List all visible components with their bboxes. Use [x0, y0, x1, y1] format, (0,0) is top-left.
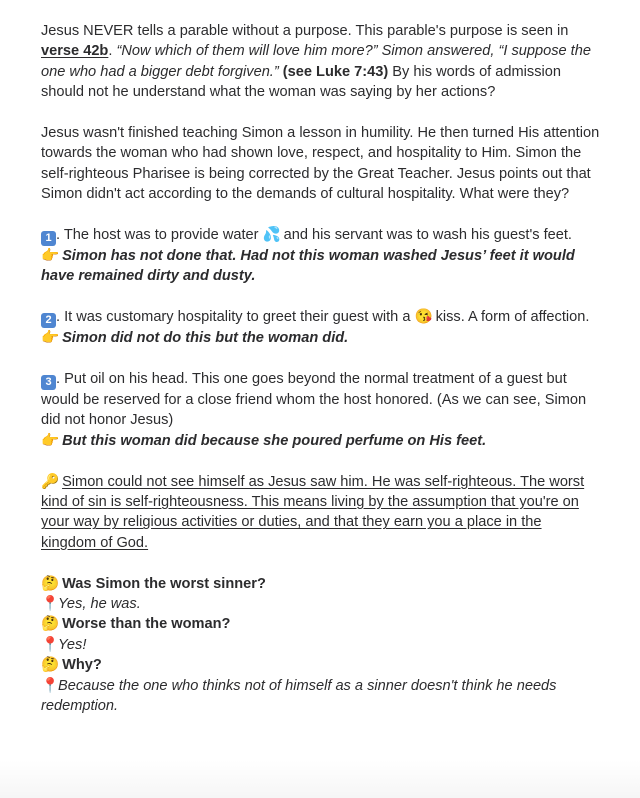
- item-note: Simon has not done that. Had not this woman washed Jesus’ feet it would have remained dirty and dusty.: [41, 248, 575, 285]
- scripture-citation: (see Luke 7:43): [282, 63, 389, 80]
- question-1: Was Simon the worst sinner?: [62, 575, 266, 592]
- round-pushpin-icon: 📍: [41, 636, 60, 653]
- pointing-right-icon: 👉: [41, 248, 60, 265]
- paragraph-2: Jesus wasn't finished teaching Simon a lesson in humility. He then turned His attention towards the woman who had shown love, respect, and hospitality to Him. Simon the self-righteous Pharisee is being corrected by the Great Teacher. Jesus points out that Simon didn't act according to the demands of cultural hospitality. What were they?: [41, 125, 600, 203]
- face-blowing-kiss-icon: 😘: [414, 309, 433, 326]
- keycap-1-icon: 1: [41, 231, 56, 246]
- thinking-face-icon: 🤔: [41, 616, 60, 633]
- question-3: Why?: [62, 657, 102, 674]
- key-icon: 🔑: [41, 473, 60, 490]
- intro-text-4: By his words of admission should not he understand what the woman was saying by her actions?: [41, 63, 561, 101]
- list-item: [41, 225, 600, 287]
- spacer: [41, 553, 600, 573]
- spacer: [41, 349, 600, 369]
- intro-text: Jesus NEVER tells a parable without a purpose. This parable's purpose is seen in: [41, 23, 569, 39]
- item-text: . The host was to provide water: [56, 227, 263, 244]
- thinking-face-icon: 🤔: [41, 575, 60, 592]
- intro-paragraph: [41, 21, 600, 103]
- key-paragraph: [41, 472, 600, 554]
- item-text: . It was customary hospitality to greet their guest with a: [56, 309, 415, 326]
- pointing-right-icon: 👉: [41, 330, 60, 347]
- key-text: Simon could not see himself as Jesus saw him. He was self-righteous. The worst kind of sin is self-righteousness. This means living by the assumption that you're on your way by religious activities or duties, and that they earn you a place in the kingdom of God.: [41, 473, 585, 551]
- sweat-droplets-icon: 💦: [262, 227, 281, 244]
- answer-2: Yes!: [58, 636, 87, 653]
- item-text-2: kiss. A form of affection.: [431, 309, 590, 326]
- round-pushpin-icon: 📍: [41, 677, 60, 694]
- spacer: [41, 287, 600, 307]
- item-note: But this woman did because she poured perfume on His feet.: [62, 432, 487, 449]
- answer-3: Because the one who thinks not of himself as a sinner doesn't think he needs redemption.: [41, 677, 557, 715]
- answer-1: Yes, he was.: [58, 596, 141, 613]
- pointing-right-icon: 👉: [41, 432, 60, 449]
- item-text: . Put oil on his head. This one goes beyond the normal treatment of a guest but would be reserved for a close friend whom the host honored. (As we can see, Simon did not honor Jesus): [41, 371, 587, 429]
- keycap-2-icon: 2: [41, 313, 56, 328]
- question-2: Worse than the woman?: [62, 616, 231, 633]
- verse-reference: verse 42b: [41, 43, 109, 60]
- item-text-2: and his servant was to wash his guest's feet.: [279, 227, 572, 244]
- spacer: [41, 205, 600, 225]
- list-item: [41, 307, 600, 348]
- item-note: Simon did not do this but the woman did.: [62, 330, 349, 347]
- scripture-quote: “Now which of them will love him more?” Simon answered, “I suppose the one who had a bigger debt forgiven.”: [41, 43, 591, 80]
- thinking-face-icon: 🤔: [41, 657, 60, 674]
- qa-section: [41, 574, 600, 717]
- intro-text-2: .: [108, 43, 117, 60]
- keycap-3-icon: 3: [41, 375, 56, 390]
- spacer: [41, 103, 600, 123]
- round-pushpin-icon: 📍: [41, 596, 60, 613]
- spacer: [41, 451, 600, 471]
- list-item: [41, 369, 600, 451]
